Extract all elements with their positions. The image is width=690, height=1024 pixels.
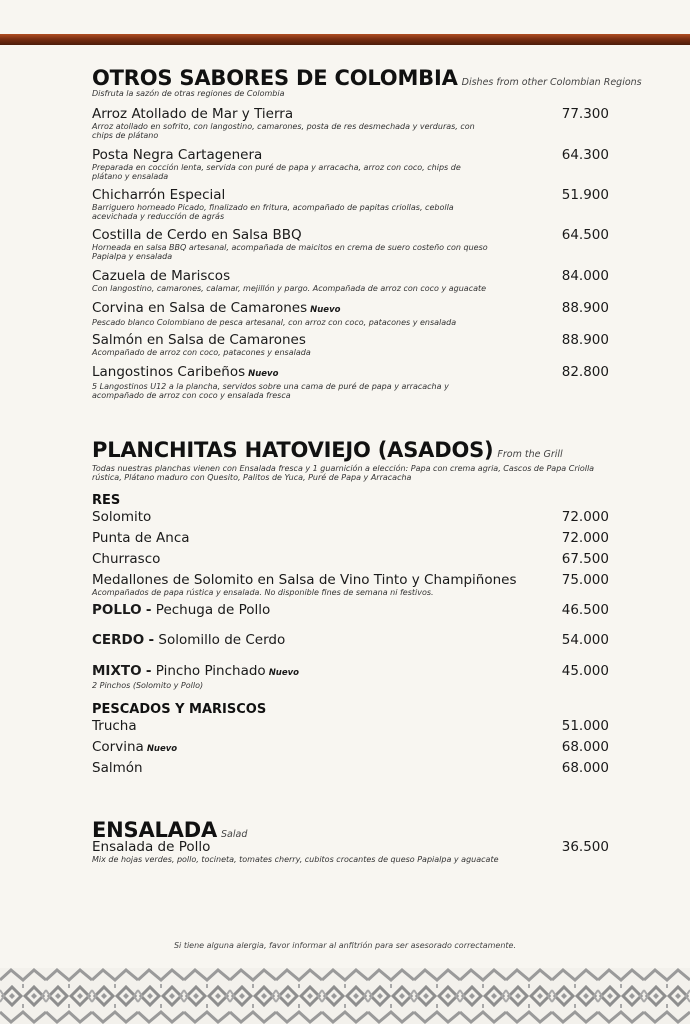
allergy-notice: Si tiene alguna alergia, favor informar al anfitrión para ser asesorado correctamente.: [173, 941, 517, 950]
item-description: Arroz atollado en sofrito, con langostino, camarones, posta de res desmechada y verduras, con chips de plátano: [92, 122, 475, 140]
nuevo-tag: Nuevo: [310, 305, 341, 315]
section-subtitle: From the Grill: [497, 449, 563, 460]
menu-item: [92, 227, 612, 261]
item-description: Con langostino, camarones, calamar, mejillón y pargo. Acompañada de arroz con coco y aguacate: [92, 284, 487, 293]
menu-item: [92, 551, 612, 567]
item-description: Acompañados de papa rústica y ensalada. No disponible fines de semana ni festivos.: [92, 588, 434, 597]
nuevo-tag: Nuevo: [146, 744, 178, 754]
section-intro: Todas nuestras planchas vienen con Ensalada fresca y 1 guarnición a elección: Papa con crema agria, Cascos de Papa Criolla rústica, Plátano maduro con Quesito, Palitos de Yuca, Puré de Papa y Arracacha: [92, 464, 595, 482]
section-subtitle: Dishes from other Colombian Regions: [461, 77, 642, 88]
item-price: 72.000: [561, 509, 609, 525]
menu-item: [92, 187, 612, 221]
item-price: 68.000: [561, 739, 609, 755]
menu-item: [92, 509, 612, 525]
item-name: Arroz Atollado de Mar y Tierra: [92, 106, 294, 122]
menu-item: [92, 718, 612, 734]
menu-item: [92, 268, 612, 293]
menu-item: [92, 530, 612, 546]
item-price: 88.900: [561, 332, 609, 348]
menu-item: [92, 760, 612, 776]
section-title-ensalada: ENSALADA Salad: [92, 818, 248, 842]
item-name: CERDO - Solomillo de Cerdo: [92, 632, 286, 648]
menu-item: [92, 300, 612, 327]
item-price: 54.000: [561, 632, 609, 648]
item-price: 68.000: [561, 760, 609, 776]
item-description: Barriguero horneado Picado, finalizado en fritura, acompañado de papitas criollas, cebolla acevichada y reducción de agrás: [92, 203, 454, 221]
menu-item-cerdo: [92, 632, 612, 648]
decorative-border-pattern: [0, 968, 690, 1024]
section-title-otros-sabores: OTROS SABORES DE COLOMBIA Dishes from other Colombian Regions: [92, 66, 642, 90]
item-name: Ensalada de Pollo: [92, 839, 211, 855]
item-description: Horneada en salsa BBQ artesanal, acompañada de maicitos en crema de suero costeño con queso Papialpa y ensalada: [92, 243, 488, 261]
item-name: Churrasco: [92, 551, 161, 567]
item-name: Medallones de Solomito en Salsa de Vino Tinto y Champiñones: [92, 572, 517, 588]
item-name: Solomito: [92, 509, 152, 525]
item-price: 64.500: [561, 227, 609, 243]
item-price: 46.500: [561, 602, 609, 618]
menu-item: [92, 147, 612, 181]
nuevo-tag: Nuevo: [268, 668, 299, 678]
menu-item: [92, 839, 612, 864]
item-price: 64.300: [561, 147, 609, 163]
item-price: 36.500: [561, 839, 609, 855]
section-title-planchitas: PLANCHITAS HATOVIEJO (ASADOS) From the Grill: [92, 438, 563, 462]
item-price: 72.000: [561, 530, 609, 546]
item-price: 82.800: [561, 364, 609, 380]
item-price: 45.000: [561, 663, 609, 679]
menu-item: [92, 364, 612, 400]
item-description: 2 Pinchos (Solomito y Pollo): [92, 681, 204, 690]
item-price: 75.000: [561, 572, 609, 588]
item-description: 5 Langostinos U12 a la plancha, servidos sobre una cama de puré de papa y arracacha y acompañado de arroz con coco y ensalada fresca: [92, 382, 449, 400]
item-name: Posta Negra Cartagenera: [92, 147, 263, 163]
item-description: Mix de hojas verdes, pollo, tocineta, tomates cherry, cubitos crocantes de queso Papialpa y aguacate: [92, 855, 499, 864]
menu-item-pollo: [92, 602, 612, 618]
item-name: Corvina en Salsa de Camarones Nuevo: [92, 300, 341, 316]
item-name: Chicharrón Especial: [92, 187, 226, 203]
item-price: 84.000: [561, 268, 609, 284]
menu-item: [92, 739, 612, 757]
item-price: 88.900: [561, 300, 609, 316]
item-name: Corvina Nuevo: [92, 739, 178, 755]
item-description: Acompañado de arroz con coco, patacones y ensalada: [92, 348, 311, 357]
item-description: Preparada en cocción lenta, servida con puré de papa y arracacha, arroz con coco, chips de plátano y ensalada: [92, 163, 461, 181]
section-subtitle: Salad: [221, 829, 248, 840]
nuevo-tag: Nuevo: [248, 369, 279, 379]
item-price: 51.000: [561, 718, 609, 734]
item-name: Salmón: [92, 760, 143, 776]
item-price: 77.300: [561, 106, 609, 122]
item-description: Pescado blanco Colombiano de pesca artesanal, con arroz con coco, patacones y ensalada: [92, 318, 457, 327]
menu-item: [92, 572, 612, 597]
subheading-pescados: PESCADOS Y MARISCOS: [92, 702, 267, 717]
section-intro: Disfruta la sazón de otras regiones de Colombia: [92, 89, 285, 98]
item-name: Cazuela de Mariscos: [92, 268, 231, 284]
menu-item-mixto: [92, 663, 612, 690]
item-name: Trucha: [92, 718, 137, 734]
item-name: Salmón en Salsa de Camarones: [92, 332, 306, 348]
item-name: POLLO - Pechuga de Pollo: [92, 602, 271, 618]
item-name: Langostinos Caribeños Nuevo: [92, 364, 279, 380]
item-name: MIXTO - Pincho Pinchado Nuevo: [92, 663, 299, 679]
item-price: 51.900: [561, 187, 609, 203]
top-wood-band: [0, 34, 690, 45]
item-name: Punta de Anca: [92, 530, 190, 546]
menu-item: [92, 332, 612, 357]
menu-item: [92, 106, 612, 140]
subheading-res: RES: [92, 493, 121, 508]
item-price: 67.500: [561, 551, 609, 567]
item-name: Costilla de Cerdo en Salsa BBQ: [92, 227, 302, 243]
